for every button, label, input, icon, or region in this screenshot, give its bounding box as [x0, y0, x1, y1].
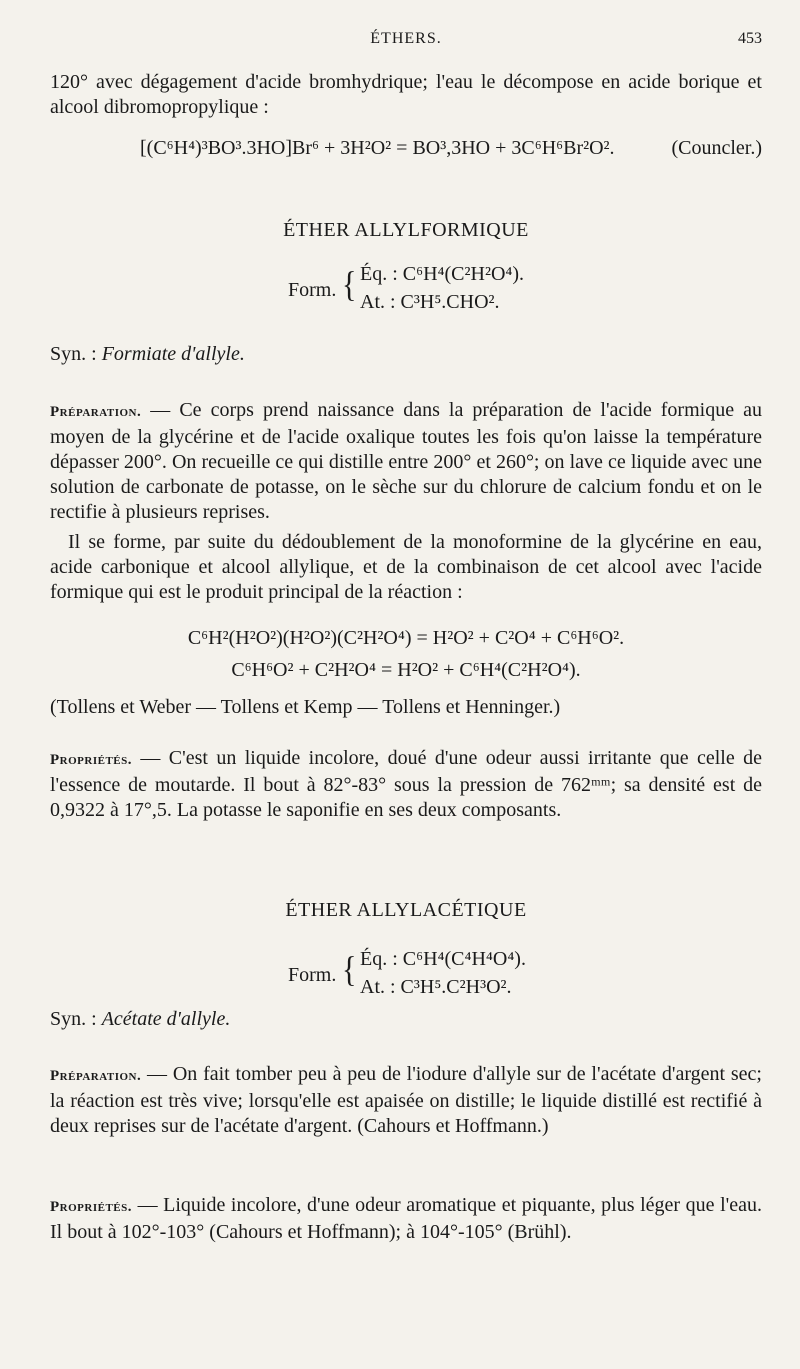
section-title-allylformique: ÉTHER ALLYLFORMIQUE	[283, 219, 529, 241]
preparation-paragraph-1	[50, 398, 762, 525]
properties-paragraph-1	[50, 746, 762, 823]
properties-label: Propriétés.	[50, 1199, 132, 1215]
formula-block-1	[288, 263, 608, 319]
header-title: ÉTHERS.	[370, 30, 442, 47]
brace-icon: {	[342, 264, 357, 305]
form-label: Form.	[288, 279, 337, 301]
formula-equivalent: Éq. : C⁶H⁴(C⁴H⁴O⁴).	[360, 948, 526, 970]
synonym-value: Formiate d'allyle.	[101, 343, 245, 365]
formula-atomic: At. : C³H⁵.C²H³O².	[360, 976, 512, 998]
preparation-text: — Ce corps prend naissance dans la préparation de l'acide formique au moyen de la glycérine et de l'acide oxalique toutes les fois qu'on laisse la température dépasser 200°. On recueille ce qui distille entre 200° et 260°; on lave ce liquide avec une solution de carbonate de potasse, on le sèche sur du chlorure de calcium fondu et on le rectifie à plusieurs reprises.	[50, 399, 763, 523]
preparation-paragraph-1b: Il se forme, par suite du dédoublement de la monoformine de la glycérine en eau, acide carbonique et alcool allylique, et de la combinaison de cet alcool avec l'acide formique qui est le produit principal de la réaction :	[50, 531, 762, 603]
formula-block-2	[288, 948, 608, 1004]
preparation-text: — On fait tomber peu à peu de l'iodure d'allyle sur de l'acétate d'argent sec; la réaction est très vive; lorsqu'elle est apaisée on distille; le liquide distillé est rectifié à deux reprises sur de l'acétate d'argent. (Cahours et Hoffmann.)	[50, 1063, 762, 1137]
formula-equivalent: Éq. : C⁶H⁴(C²H²O⁴).	[360, 263, 525, 285]
synonym-label: Syn. :	[50, 1008, 97, 1030]
equation-author: (Councler.)	[671, 137, 762, 159]
running-header	[50, 30, 762, 56]
formula-atomic: At. : C³H⁵.CHO².	[360, 291, 500, 313]
form-label: Form.	[288, 964, 337, 986]
equation-2: C⁶H²(H²O²)(H²O²)(C²H²O⁴) = H²O² + C²O⁴ + C⁶H⁶O².	[187, 627, 625, 649]
synonym-label: Syn. :	[50, 343, 97, 365]
preparation-label: Préparation.	[50, 404, 142, 420]
equation-councler: [(C⁶H⁴)³BO³.3HO]Br⁶ + 3H²O² = BO³,3HO + 3C⁶H⁶Br²O².	[140, 137, 615, 159]
brace-icon: {	[342, 949, 357, 990]
properties-text: — Liquide incolore, d'une odeur aromatique et piquante, plus léger que l'eau. Il bout à 102°-103° (Cahours et Hoffmann); à 104°-105° (Brühl).	[50, 1194, 762, 1243]
properties-text: — C'est un liquide incolore, doué d'une odeur aussi irritante que celle de l'essence de moutarde. Il bout à 82°-83° sous la pression de 762ᵐᵐ; sa densité est de 0,9322 à 17°,5. La potasse le saponifie en ses deux composants.	[50, 747, 762, 821]
preparation-label: Préparation.	[50, 1068, 142, 1084]
preparation-paragraph-2	[50, 1062, 762, 1139]
synonym-line-1	[50, 343, 245, 366]
equation-3: C⁶H⁶O² + C²H²O⁴ = H²O² + C⁶H⁴(C²H²O⁴).	[231, 659, 581, 681]
properties-paragraph-2	[50, 1193, 762, 1245]
references-line: (Tollens et Weber — Tollens et Kemp — Tollens et Henninger.)	[50, 696, 561, 718]
synonym-line-2	[50, 1008, 230, 1031]
properties-label: Propriétés.	[50, 752, 132, 768]
page-number: 453	[738, 30, 762, 47]
synonym-value: Acétate d'allyle.	[101, 1008, 231, 1030]
section-title-allylacetique: ÉTHER ALLYLACÉTIQUE	[285, 899, 527, 921]
paragraph-continuation: 120° avec dégagement d'acide bromhydrique; l'eau le décompose en acide borique et alcool dibromopropylique :	[50, 71, 762, 118]
